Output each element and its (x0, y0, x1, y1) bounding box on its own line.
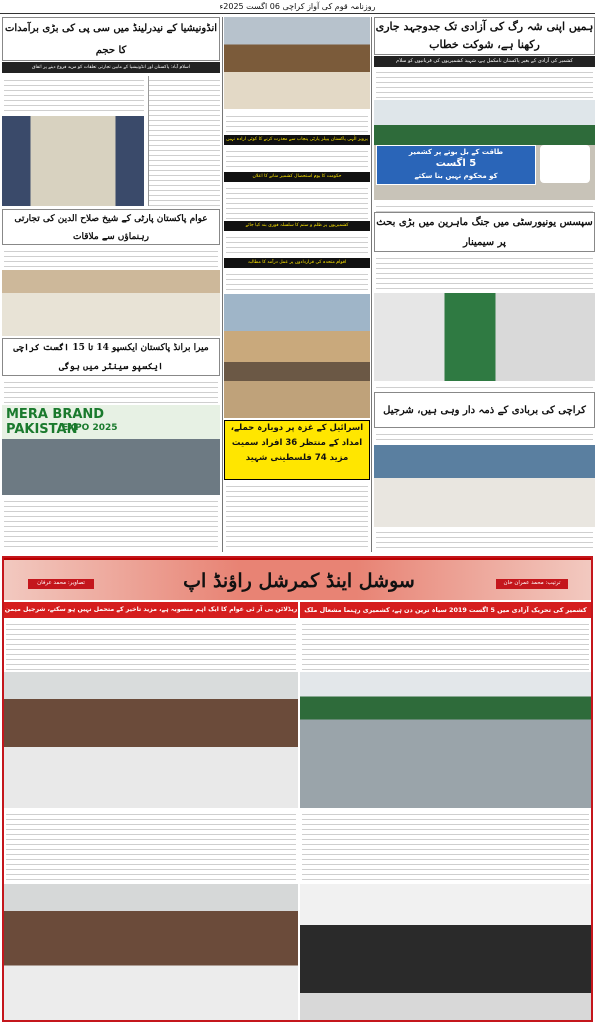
mid-story-3 (226, 184, 368, 220)
story7-body (226, 482, 368, 550)
story1-body-2 (376, 202, 593, 212)
social-left-body (6, 620, 296, 670)
story1-body (376, 68, 593, 98)
indonesia-meeting-photo (2, 116, 144, 206)
story6-body-2 (376, 528, 593, 550)
social-right-body-2 (302, 810, 589, 882)
expo-photo (2, 405, 220, 495)
mid-line-4: اقوام متحدہ کی قراردادوں پر عمل درآمد کا مطالبہ (224, 258, 370, 268)
story7-headline: اسرائیل کے غزہ پر دوبارہ حملے، امداد کے منتظر 36 افراد سمیت مزید 74 فلسطینی شہید (224, 420, 370, 480)
gaza-photo (224, 294, 370, 418)
story5-body (4, 378, 218, 404)
column-rule-left (222, 17, 223, 552)
story2-body (4, 76, 144, 114)
mid-story-4 (226, 233, 368, 257)
mid-line-3: کشمیریوں پر ظلم و ستم کا سلسلہ فوری بند کیا جائے (224, 221, 370, 231)
kashmir-gathering-photo (300, 672, 591, 808)
kashmir-banner-line1: 5 اگست (435, 158, 477, 169)
social-left-headline: ریڈلائن بی آر ٹی عوام کا ایک اہم منصوبہ ہے، مزید تاخیر کے متحمل نہیں ہو سکتے، شرجیل میمن (4, 602, 298, 618)
story2-subhead: اسلام آباد: پاکستان اور انڈونیشیا کے مابین تجارتی تعلقات کو مزید فروغ دینے پر اتفاق (2, 62, 220, 73)
social-right-headline: کشمیر کی تحریک آزادی میں 5 اگست 2019 سیاہ ترین دن ہے، کشمیری رہنما مشعال ملک (300, 602, 591, 618)
kashmir-banner-small: طاقت کے بل بوتے پر کشمیر (408, 148, 504, 156)
story5-headline: میرا برانڈ پاکستان ایکسپو 14 تا 15 اگست کراچی ایکسپو سینٹر میں ہوگی (2, 338, 220, 376)
expo-logo-sub: EXPO 2025 (62, 423, 118, 433)
flag-logo (540, 145, 590, 183)
kashmir-rally-photo (374, 100, 595, 200)
story6-body (376, 430, 593, 444)
credit-photos: تصاویر: محمد عرفان (28, 579, 94, 589)
story5-body-2 (4, 497, 218, 549)
story3-body (376, 254, 593, 292)
kashmir-solidarity-photo (224, 17, 370, 109)
mid-line-1: پرویز الٰہی پاکستان پیپلز پارٹی پنجاب سے معذرت کرنے کا کوئی ارادہ نہیں (224, 135, 370, 145)
story3-body-2 (376, 383, 593, 391)
social-right-body (302, 620, 589, 670)
story3-headline: سپسس یونیورسٹی میں جنگ ماہرین میں بڑی بحث پر سیمینار (374, 212, 595, 252)
karachi-event-photo (374, 445, 595, 527)
masthead-line: روزنامہ قوم کی آواز کراچی 06 اگست 2025ء (0, 0, 595, 14)
mid-story-5 (226, 270, 368, 292)
story4-headline: عوام پاکستان پارٹی کے شیخ صلاح الدین کی تجارتی رہنماؤں سے ملاقات (2, 209, 220, 245)
expo-logo-text: MERA BRAND PAKISTAN (6, 407, 105, 437)
mid-story-1 (226, 112, 368, 134)
brt-meeting-photo-1 (4, 672, 298, 808)
social-left-body-2 (6, 810, 296, 882)
brt-meeting-photo-2 (4, 884, 298, 1020)
kashmir-banner-line2: کو محکوم نہیں بنا سکتے (414, 172, 498, 180)
story2-sidebar (148, 76, 220, 206)
party-meeting-photo (2, 270, 220, 336)
social-banner-title: سوشل اینڈ کمرشل راؤنڈ اپ (183, 570, 415, 592)
column-rule-right (371, 17, 372, 552)
story1-subhead: کشمیر کی آزادی کے بغیر پاکستان نامکمل ہے، شہید کشمیریوں کی قربانیوں کو سلام (374, 56, 595, 67)
mid-line-2: حکومت کا یوم استحصال کشمیر منانے کا اعلان (224, 172, 370, 182)
mid-story-2 (226, 147, 368, 171)
award-ceremony-photo (300, 884, 591, 1020)
story1-headline: ہمیں اپنی شہ رگ کی آزادی تک جدوجہد جاری رکھنا ہے، شوکت خطاب (374, 17, 595, 55)
story2-headline: انڈونیشیا کے نیدرلینڈ میں سی پی کی بڑی برآمدات کا حجم (2, 17, 220, 61)
story6-headline: کراچی کی بربادی کے ذمہ دار وہی ہیں، شرجیل (374, 392, 595, 428)
credit-compiler: ترتیب: محمد عمران خان (496, 579, 568, 589)
kashmir-banner (376, 145, 536, 185)
seminar-photo (374, 293, 595, 381)
story4-body (4, 247, 218, 269)
